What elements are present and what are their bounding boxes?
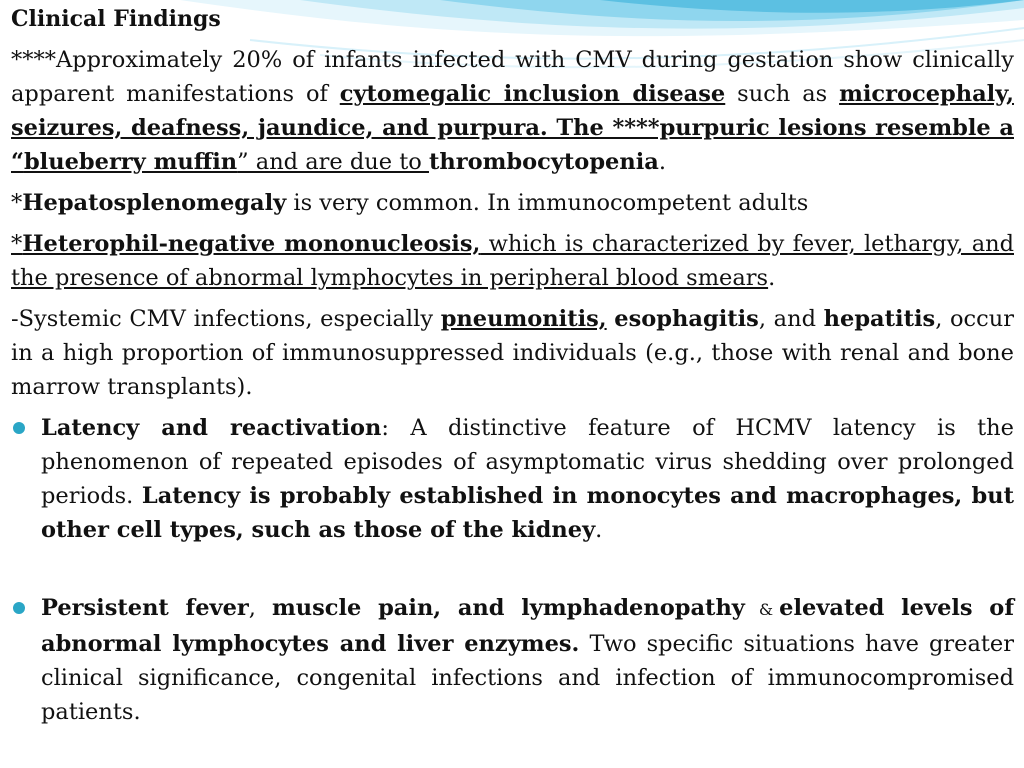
p2-star: * — [11, 190, 23, 216]
slide-title: Clinical Findings — [11, 6, 221, 32]
bullet1-emphasis: Latency is probably established in monocytes and macrophages, but other cell types, such as those of the kidney — [41, 483, 1014, 543]
bullet2-elevated-levels: elevated levels of abnormal lymphocytes and liver enzymes. — [41, 595, 1014, 657]
bullet-dot-icon — [13, 422, 25, 434]
p1-term-cytomegalic: cytomegalic inclusion disease — [339, 81, 726, 107]
p1-text-1: ****Approximately 20% of infants infected with CMV during gestation show clinically apparent manifestations of — [11, 47, 1014, 107]
bullet-dot-icon — [13, 602, 25, 614]
p4-text-3: , occur in a high proportion of immunosuppressed individuals (e.g., those with renal and bone marrow transplants). — [11, 306, 1014, 400]
p3-star: * — [11, 231, 23, 257]
bullet2-fever: Persistent fever — [41, 595, 249, 621]
p1-manifestations: microcephaly, seizures, deafness, jaundice, and purpura. The ****purpuric lesions resemble a “ — [11, 81, 1014, 175]
paragraph-hepatosplenomegaly — [11, 186, 1014, 220]
p1-text-3: blueberry muffin — [23, 149, 238, 175]
paragraph-congenital-cmv — [11, 43, 1014, 179]
bullet1-period: . — [595, 517, 603, 543]
p1-text-4: ” and are due to — [237, 149, 429, 175]
p3-period: . — [768, 265, 776, 291]
p2-term-hepatosplenomegaly: Hepatosplenomegaly — [22, 190, 287, 216]
bullet2-text: Two specific situations have greater clinical significance, congenital infections and infection of immunocompromised patients. — [41, 631, 1014, 725]
bullet2-muscle-pain: muscle pain, and lymphadenopathy — [271, 595, 745, 621]
p2-text: is very common. In immunocompetent adults — [286, 190, 809, 216]
p4-term-hepatitis: hepatitis — [823, 306, 936, 332]
p1-text-2: such as — [725, 81, 840, 107]
bullet-latency — [11, 411, 1014, 547]
p4-text-2: , and — [758, 306, 824, 332]
p4-text-1: -Systemic CMV infections, especially — [11, 306, 441, 332]
slide-content — [11, 4, 1014, 729]
bullet1-text-1: : A distinctive feature of HCMV latency is the phenomenon of repeated episodes of asymptomatic virus shedding over prolonged periods. — [41, 415, 1014, 509]
bullet2-comma: , — [248, 595, 272, 621]
p4-term-pneumonitis: pneumonitis, — [440, 306, 607, 332]
paragraph-mononucleosis — [11, 227, 1014, 295]
p4-term-esophagitis: esophagitis — [614, 306, 759, 332]
paragraph-systemic-infections — [11, 302, 1014, 404]
p1-term-thrombocytopenia: thrombocytopenia — [428, 149, 659, 175]
p3-term-mononucleosis: Heterophil-negative mononucleosis, — [22, 231, 481, 257]
bullet-symptoms — [11, 591, 1014, 729]
bullet2-ampersand: & — [758, 600, 774, 619]
bullet1-heading: Latency and reactivation — [41, 415, 382, 441]
p3-text: which is characterized by fever, lethargy, and the presence of abnormal lymphocytes in peripheral blood smears — [11, 231, 1014, 291]
p1-period: . — [658, 149, 667, 175]
